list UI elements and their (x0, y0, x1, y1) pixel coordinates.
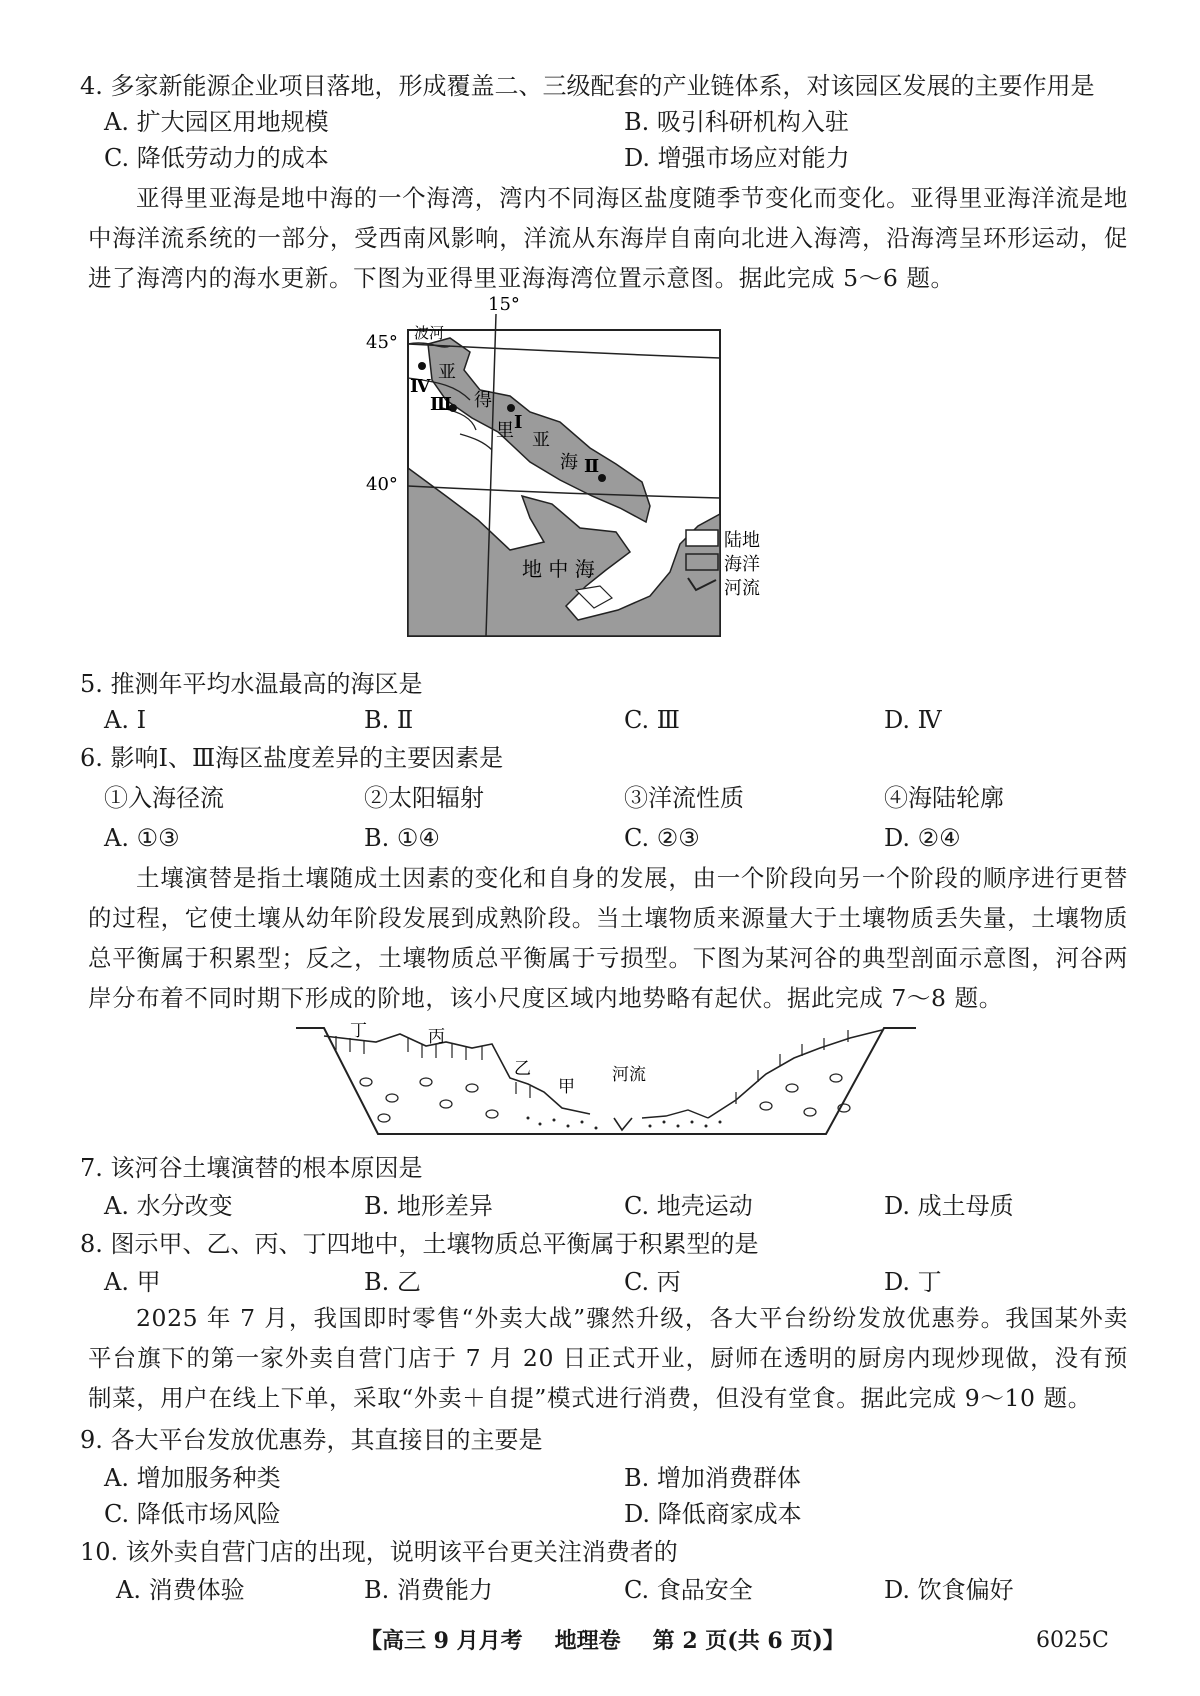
q6-option-d: D. ②④ (884, 824, 961, 852)
q7-stem: 7. 该河谷土壤演替的根本原因是 (80, 1154, 423, 1182)
q8-stem: 8. 图示甲、乙、丙、丁四地中，土壤物质总平衡属于积累型的是 (80, 1230, 759, 1258)
q8-option-b: B. 乙 (364, 1268, 421, 1296)
q10-option-d: D. 饮食偏好 (884, 1576, 1014, 1604)
q6-option-c: C. ②③ (624, 824, 700, 852)
q4-option-d: D. 增强市场应对能力 (624, 144, 850, 172)
river-label: 河流 (612, 1065, 646, 1085)
lat-40-label: 40° (366, 474, 398, 495)
valley-profile (296, 1028, 916, 1134)
q9-option-d: D. 降低商家成本 (624, 1500, 802, 1528)
footer (360, 1626, 845, 1657)
q4-option-c: C. 降低劳动力的成本 (104, 144, 329, 172)
q9-stem: 9. 各大平台发放优惠券，其直接目的主要是 (80, 1426, 543, 1454)
sea-char-5: 海 (560, 452, 578, 473)
q4-option-a: A. 扩大园区用地规模 (104, 108, 329, 136)
q10-option-b: B. 消费能力 (364, 1576, 493, 1604)
q7-option-b: B. 地形差异 (364, 1192, 493, 1220)
q6-factor-3: ③洋流性质 (624, 784, 744, 812)
sea-char-3: 里 (496, 420, 514, 441)
legend-ocean: 海洋 (724, 554, 760, 575)
lat-45-label: 45° (366, 332, 398, 353)
q10-stem: 10. 该外卖自营门店的出现，说明该平台更关注消费者的 (80, 1538, 678, 1566)
q10-option-c: C. 食品安全 (624, 1576, 753, 1604)
q8-option-c: C. 丙 (624, 1268, 681, 1296)
passage-takeout: 2025 年 7 月，我国即时零售“外卖大战”骤然升级，各大平台纷纷发放优惠券。我国某外卖平台旗下的第一家外卖自营门店于 7 月 20 日正式开业，厨师在透明的厨房内现炒现做，没有预制菜，用户在线上下单，采取“外卖＋自提”模式进行消费，但没有堂食。据此完成 9～10 题。 (88, 1304, 1128, 1412)
q8-option-d: D. 丁 (884, 1268, 942, 1296)
q7-option-c: C. 地壳运动 (624, 1192, 753, 1220)
zone-2-label: Ⅱ (584, 456, 600, 477)
q6-stem: 6. 影响Ⅰ、Ⅲ海区盐度差异的主要因素是 (80, 744, 504, 772)
sea-char-2: 得 (474, 390, 492, 411)
q5-option-a: A. Ⅰ (104, 706, 147, 734)
q5-option-d: D. Ⅳ (884, 706, 942, 734)
sea-char-1: 亚 (438, 362, 456, 383)
terrace-bing-label: 丙 (428, 1027, 445, 1047)
terrace-ding-label: 丁 (350, 1021, 367, 1041)
q7-option-d: D. 成土母质 (884, 1192, 1014, 1220)
q5-option-b: B. Ⅱ (364, 706, 414, 734)
q6-factor-2: ②太阳辐射 (364, 784, 484, 812)
zone-3-label: Ⅲ (430, 394, 452, 415)
footer-subject: 地理卷 (554, 1628, 621, 1654)
passage-adriatic: 亚得里亚海是地中海的一个海湾，湾内不同海区盐度随季节变化而变化。亚得里亚海洋流是地中海洋流系统的一部分，受西南风影响，洋流从东海岸自南向北进入海湾，沿海湾呈环形运动，促进了海湾内的海水更新。下图为亚得里亚海海湾位置示意图。据此完成 5～6 题。 (88, 184, 1128, 292)
zone-4-label: Ⅳ (410, 376, 431, 397)
q6-option-a: A. ①③ (104, 824, 180, 852)
po-river-label: 波河 (414, 324, 445, 342)
terrace-yi-label: 乙 (514, 1059, 531, 1079)
q9-option-b: B. 增加消费群体 (624, 1464, 801, 1492)
q4-option-b: B. 吸引科研机构入驻 (624, 108, 849, 136)
valley-cross-section (296, 1022, 916, 1148)
q9-option-a: A. 增加服务种类 (104, 1464, 281, 1492)
adriatic-map (366, 294, 840, 660)
q5-option-c: C. Ⅲ (624, 706, 680, 734)
q10-option-a: A. 消费体验 (116, 1576, 245, 1604)
passage-soil: 土壤演替是指土壤随成土因素的变化和自身的发展，由一个阶段向另一个阶段的顺序进行更替的过程，它使土壤从幼年阶段发展到成熟阶段。当土壤物质来源量大于土壤物质丢失量，土壤物质总平衡属于积累型；反之，土壤物质总平衡属于亏损型。下图为某河谷的典型剖面示意图，河谷两岸分布着不同时期下形成的阶地，该小尺度区域内地势略有起伏。据此完成 7～8 题。 (88, 864, 1128, 1012)
q7-option-a: A. 水分改变 (104, 1192, 233, 1220)
q5-stem: 5. 推测年平均水温最高的海区是 (80, 670, 423, 698)
terrace-jia-label: 甲 (558, 1077, 575, 1097)
q6-option-b: B. ①④ (364, 824, 440, 852)
legend-river: 河流 (724, 578, 760, 599)
legend-land: 陆地 (724, 530, 760, 551)
mediterranean-label: 地 中 海 (522, 557, 595, 581)
footer-page: 第 2 页(共 6 页)】 (652, 1628, 845, 1654)
zone-1-label: Ⅰ (514, 412, 523, 433)
q9-option-c: C. 降低市场风险 (104, 1500, 281, 1528)
q6-factor-1: ①入海径流 (104, 784, 224, 812)
footer-code: 6025C (1036, 1628, 1109, 1653)
footer-exam: 【高三 9 月月考 (360, 1628, 523, 1654)
sea-char-4: 亚 (532, 430, 550, 451)
q8-option-a: A. 甲 (104, 1268, 161, 1296)
q6-factor-4: ④海陆轮廓 (884, 784, 1004, 812)
q4-stem: 4. 多家新能源企业项目落地，形成覆盖二、三级配套的产业链体系，对该园区发展的主要作用是 (80, 72, 1095, 100)
lon-15-label: 15° (488, 294, 520, 315)
